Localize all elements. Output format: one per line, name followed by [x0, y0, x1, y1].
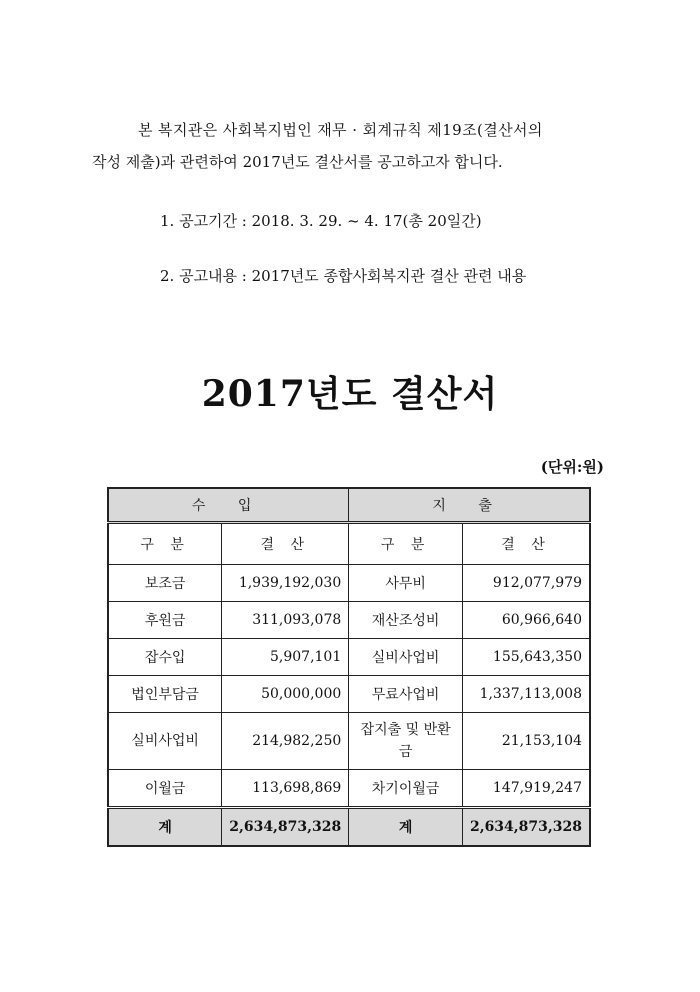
table-row — [108, 770, 590, 808]
income-label: 법인부담금 — [108, 676, 222, 713]
expense-value: 912,077,979 — [462, 565, 590, 602]
notice-item-period: 1. 공고기간 : 2018. 3. 29. ~ 4. 17(총 20일간) — [160, 212, 482, 230]
notice-paragraph — [92, 114, 612, 178]
income-value: 1,939,192,030 — [222, 565, 349, 602]
expense-label: 재산조성비 — [349, 602, 463, 639]
income-value: 5,907,101 — [222, 639, 349, 676]
expense-label: 실비사업비 — [349, 639, 463, 676]
income-header: 수 입 — [108, 488, 349, 523]
expense-label: 차기이월금 — [349, 770, 463, 808]
expense-value: 147,919,247 — [462, 770, 590, 808]
table-row — [108, 676, 590, 713]
table-row — [108, 713, 590, 770]
expense-value: 1,337,113,008 — [462, 676, 590, 713]
settlement-table — [107, 487, 591, 847]
page-title: 2017년도 결산서 — [201, 373, 499, 415]
income-label: 잡수입 — [108, 639, 222, 676]
income-total-value: 2,634,873,328 — [222, 808, 349, 847]
expense-amount-header: 결 산 — [462, 523, 590, 565]
expense-total-label: 계 — [349, 808, 463, 847]
expense-total-value: 2,634,873,328 — [462, 808, 590, 847]
income-value: 214,982,250 — [222, 713, 349, 770]
expense-label: 사무비 — [349, 565, 463, 602]
table-row — [108, 639, 590, 676]
expense-label: 무료사업비 — [349, 676, 463, 713]
unit-label: (단위:원) — [540, 458, 604, 476]
income-amount-header: 결 산 — [222, 523, 349, 565]
notice-line-1: 본 복지관은 사회복지법인 재무 · 회계규칙 제19조(결산서의 — [138, 121, 543, 139]
income-label: 보조금 — [108, 565, 222, 602]
income-value: 50,000,000 — [222, 676, 349, 713]
income-label: 실비사업비 — [108, 713, 222, 770]
income-category-header: 구 분 — [108, 523, 222, 565]
expense-value: 60,966,640 — [462, 602, 590, 639]
income-label: 후원금 — [108, 602, 222, 639]
expense-header: 지 출 — [349, 488, 590, 523]
expense-value: 21,153,104 — [462, 713, 590, 770]
income-total-label: 계 — [108, 808, 222, 847]
table-header-row — [108, 488, 590, 523]
expense-value: 155,643,350 — [462, 639, 590, 676]
table-subheader-row — [108, 523, 590, 565]
expense-category-header: 구 분 — [349, 523, 463, 565]
income-value: 311,093,078 — [222, 602, 349, 639]
notice-item-content: 2. 공고내용 : 2017년도 종합사회복지관 결산 관련 내용 — [160, 267, 527, 285]
income-value: 113,698,869 — [222, 770, 349, 808]
notice-line-2: 작성 제출)과 관련하여 2017년도 결산서를 공고하고자 합니다. — [92, 153, 503, 171]
income-label: 이월금 — [108, 770, 222, 808]
expense-label: 잡지출 및 반환금 — [349, 713, 463, 770]
table-total-row — [108, 808, 590, 847]
table-row — [108, 602, 590, 639]
table-row — [108, 565, 590, 602]
